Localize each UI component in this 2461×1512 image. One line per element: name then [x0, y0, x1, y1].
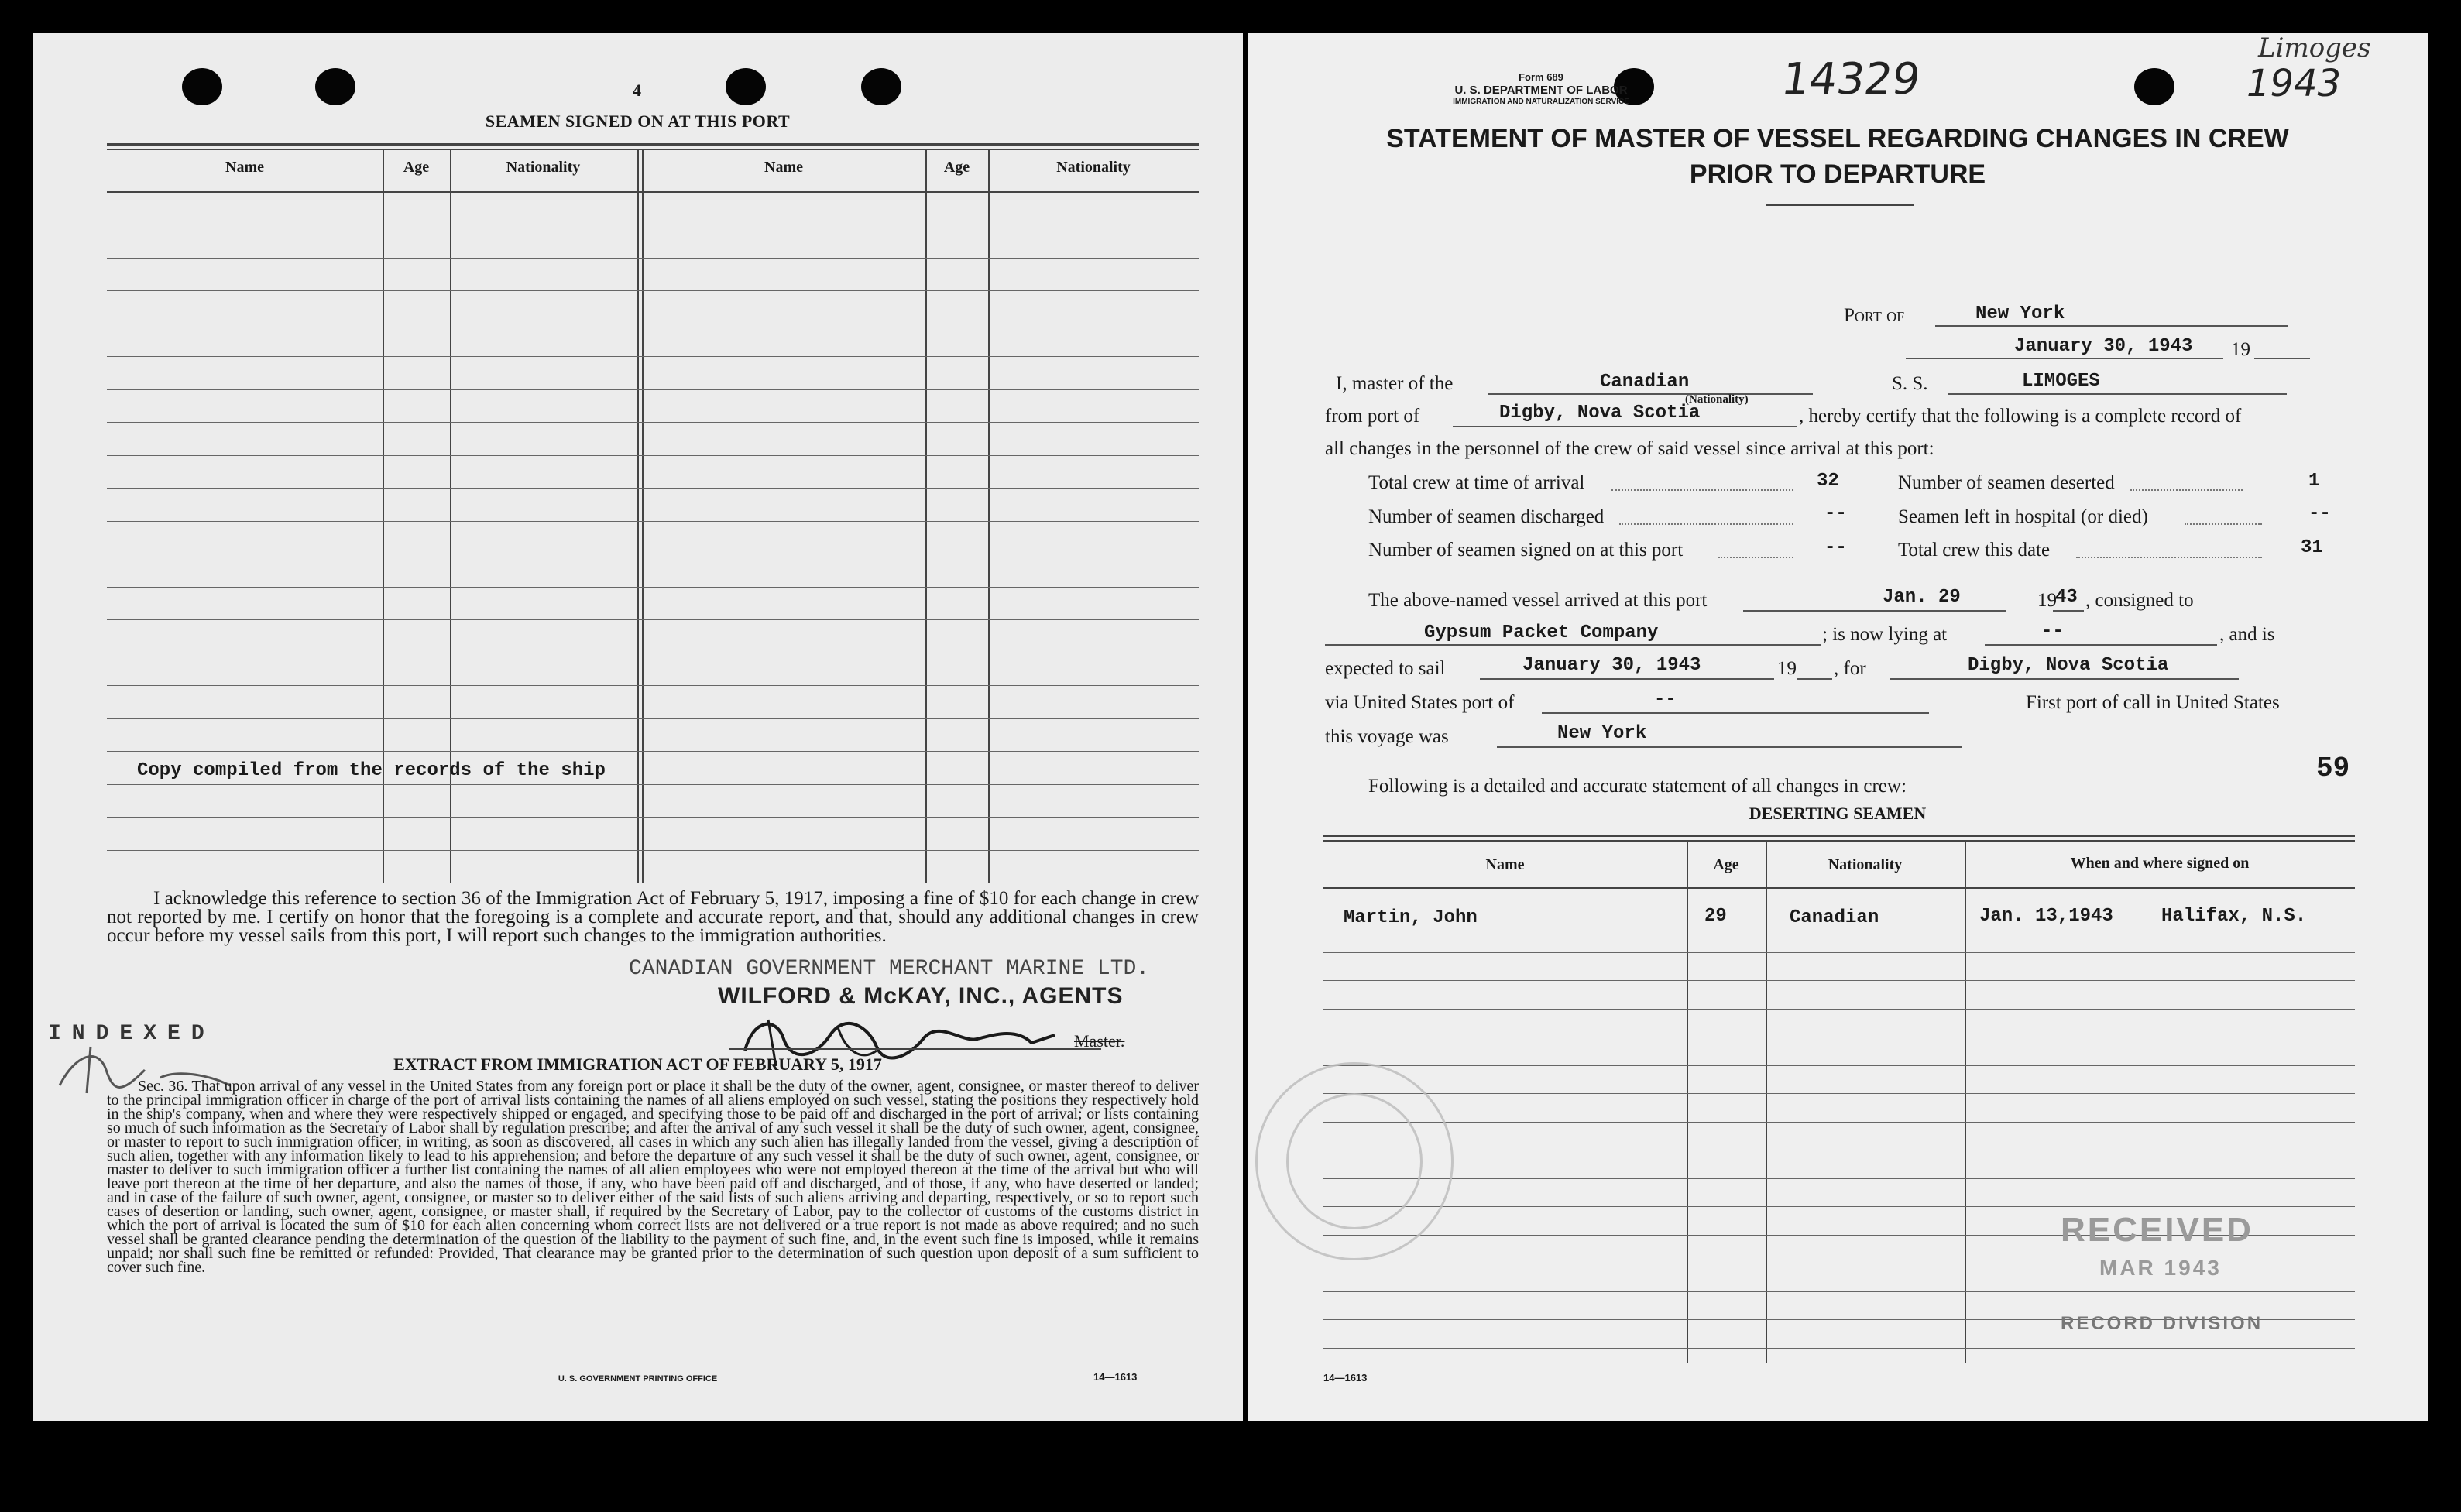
ship-value: LIMOGES — [2022, 371, 2100, 392]
form-number: Form 689 — [1519, 71, 1563, 83]
column-divider — [988, 149, 990, 883]
row-rule — [107, 587, 1199, 588]
column-divider — [1766, 840, 1767, 1363]
col-name: Name — [1485, 856, 1525, 873]
handwritten-ship: Limoges — [2258, 33, 2371, 63]
service: IMMIGRATION AND NATURALIZATION SERVICE — [1453, 98, 1629, 106]
row-rule — [1323, 1122, 2355, 1123]
table-top-rule — [107, 149, 1199, 150]
punch-hole — [861, 68, 901, 105]
row-rule — [107, 784, 1199, 785]
master-label: Master. — [1074, 1031, 1125, 1051]
column-divider — [925, 149, 927, 883]
page-mark: 59 — [2316, 753, 2350, 784]
header-rule — [107, 191, 1199, 193]
indexed-stamp: INDEXED — [48, 1022, 215, 1046]
punch-hole — [182, 68, 222, 105]
extract-title: EXTRACT FROM IMMIGRATION ACT OF FEBRUARY 5, 1917 — [393, 1054, 882, 1074]
arrived-line — [1743, 610, 2006, 612]
row-age: 29 — [1704, 906, 1727, 927]
stat-total-date-label: Total crew this date — [1898, 540, 2051, 561]
consigned-label: , consigned to — [2085, 590, 2194, 611]
nationality-caption: (Nationality) — [1685, 393, 1749, 406]
row-nationality: Canadian — [1790, 907, 1879, 928]
column-divider — [1687, 840, 1688, 1363]
port-label: Port of — [1844, 305, 1905, 326]
row-rule — [107, 488, 1199, 489]
dot-leader — [2185, 523, 2262, 525]
lying-value: -- — [2041, 621, 2064, 642]
document-title: STATEMENT OF MASTER OF VESSEL REGARDING CHANGES IN CREW — [1386, 124, 2289, 153]
arrived-label: The above-named vessel arrived at this port — [1368, 590, 1708, 611]
col-nationality: Nationality — [506, 159, 581, 176]
via-label: via United States port of — [1325, 692, 1515, 713]
column-divider — [637, 149, 639, 883]
document-title: PRIOR TO DEPARTURE — [1689, 159, 1986, 189]
for-line — [1890, 678, 2239, 680]
lying-label: ; is now lying at — [1822, 624, 1948, 645]
certify-text: , hereby certify that the following is a complete record of — [1799, 406, 2242, 427]
col-age: Age — [943, 159, 970, 176]
deserting-title: DESERTING SEAMEN — [1749, 804, 1927, 823]
row-rule — [107, 422, 1199, 423]
agent-stamp: WILFORD & McKAY, INC., AGENTS — [718, 983, 1124, 1009]
col-nationality: Nationality — [1056, 159, 1131, 176]
expected-label: expected to sail — [1325, 658, 1446, 679]
first-port-label: First port of call in United States — [2026, 692, 2280, 713]
lying-line — [1985, 644, 2217, 646]
master-of-label: I, master of the — [1336, 373, 1454, 394]
first-port-value: New York — [1557, 723, 1647, 744]
stat-discharged-value: -- — [1824, 503, 1847, 524]
row-rule — [1323, 1291, 2355, 1292]
received-stamp: RECEIVED — [2061, 1211, 2253, 1249]
stat-deserted-label: Number of seamen deserted — [1898, 472, 2115, 493]
nationality-value: Canadian — [1600, 372, 1690, 393]
dot-leader — [1611, 489, 1793, 491]
header-rule — [1323, 887, 2355, 889]
stat-discharged-label: Number of seamen discharged — [1368, 506, 1605, 527]
form-code: 14—1613 — [1093, 1371, 1138, 1383]
agent-stamp: CANADIAN GOVERNMENT MERCHANT MARINE LTD. — [629, 957, 1150, 981]
copy-note: Copy compiled from the records of the ship — [137, 760, 606, 781]
stat-hospital-value: -- — [2308, 503, 2331, 524]
ship-line — [1948, 393, 2287, 395]
acknowledgment-text: I acknowledge this reference to section 36 of the Immigration Act of February 5, 1917, imposing a fine of $10 for each change in crew not reported by me. I certify on honor that the foregoing is a complete and accurate report, and that, should any additional changes in crew occur before my vessel sails from this port, I will report such changes to the immigration authorities. — [107, 888, 1199, 946]
received-date: MAR 1943 — [2099, 1256, 2222, 1280]
row-rule — [1323, 980, 2355, 981]
form-code: 14—1613 — [1323, 1372, 1368, 1383]
row-rule — [107, 389, 1199, 390]
punch-hole — [2134, 68, 2174, 105]
date-year-label: 19 — [2231, 339, 2250, 360]
date-year-line — [2254, 358, 2310, 359]
col-age: Age — [1713, 856, 1739, 873]
column-divider — [642, 149, 644, 883]
from-port-line — [1453, 426, 1797, 427]
row-rule — [107, 685, 1199, 686]
via-line — [1542, 712, 1929, 714]
for-value: Digby, Nova Scotia — [1968, 655, 2169, 676]
following-text: Following is a detailed and accurate statement of all changes in crew: — [1368, 776, 1907, 797]
row-rule — [1323, 1178, 2355, 1179]
arrived-value: Jan. 29 — [1883, 587, 1961, 608]
left-page — [33, 33, 1243, 1421]
arrived-year-line — [2053, 610, 2084, 612]
printing-office: U. S. GOVERNMENT PRINTING OFFICE — [558, 1374, 718, 1383]
extract-text: Sec. 36. That upon arrival of any vessel in the United States from any foreign port or place it shall be the duty of the owner, agent, consignee, or master thereof to deliver to the principal immigration officer in charge of the port of arrival lists containing the names of all aliens employed on such vessel, stating the positions they respectively hold in the ship's company, when and where they were respectively shipped or engaged, and specifying those to be paid off and discharged in the port of arrival; or lists containing so much of such information as the Secretary of Labor shall by regulation prescribe; and after the arrival of any such vessel it shall be the duty of such owner, agent, consignee, or master to report to such immigration officer, in writing, as soon as discovered, all cases in which any such alien has illegally landed from the vessel, giving a description of such alien, together with any information likely to lead to his apprehension; and before the departure of any such vessel it shall be the duty of such owner, agent, consignee, or master to deliver to such immigration officer a further list containing the names of all alien employees who were not employed thereon at the time of the arrival but who will leave port thereon at the time of her departure, and also the names of those, if any, who have been paid off and discharged, and of those, if any, who have deserted or landed; and in case of the failure of such owner, agent, consignee, or master so to deliver either of the said lists of such aliens arriving and departing, respectively, or so to report such cases of desertion or landing, such owner, agent, consignee, or master shall, if required by the Secretary of Labor, pay to the collector of customs of the customs district in which the port of arrival is located the sum of $10 for each alien concerning whom correct lists are not delivered or a true report is not made as above required; and no such vessel shall be granted clearance pending the determination of the question of the liability to the payment of such fine, and, in the event such fine is imposed, while it remains unpaid; nor shall such fine be remitted or refunded: Provided, That clearance may be granted prior to the determination of such question upon deposit of a sum sufficient to cover such fine. — [107, 1078, 1199, 1276]
all-changes-text: all changes in the personnel of the crew of said vessel since arrival at this port: — [1325, 438, 1934, 459]
for-label: , for — [1834, 658, 1866, 679]
stat-deserted-value: 1 — [2308, 471, 2320, 492]
column-divider — [1965, 840, 1966, 1363]
port-value: New York — [1975, 303, 2065, 324]
stat-hospital-label: Seamen left in hospital (or died) — [1898, 506, 2148, 527]
arrived-year-value: 43 — [2055, 587, 2078, 608]
dot-leader — [1718, 557, 1793, 558]
this-voyage-label: this voyage was — [1325, 726, 1449, 747]
row-signed-date: Jan. 13,1943 — [1979, 906, 2113, 927]
title-rule — [1766, 204, 1914, 206]
row-rule — [107, 817, 1199, 818]
row-rule — [107, 850, 1199, 851]
row-signed-place: Halifax, N.S. — [2161, 906, 2307, 927]
stat-total-date-value: 31 — [2301, 537, 2323, 558]
handwritten-year: 1943 — [2246, 62, 2342, 105]
dot-leader — [2076, 557, 2262, 558]
date-line — [1906, 358, 2223, 359]
table-top-rule — [107, 143, 1199, 146]
table-top-rule — [1323, 840, 2355, 842]
stat-total-arrival-value: 32 — [1817, 471, 1839, 492]
row-rule — [1323, 1065, 2355, 1066]
department: U. S. DEPARTMENT OF LABOR — [1454, 84, 1628, 97]
page-number: 4 — [633, 81, 641, 100]
expected-year-label: 19 — [1777, 658, 1797, 679]
inspection-seal — [1286, 1093, 1423, 1229]
dot-leader — [1619, 523, 1793, 525]
row-rule — [1323, 1348, 2355, 1349]
consignee-value: Gypsum Packet Company — [1424, 622, 1659, 643]
stat-total-arrival-label: Total crew at time of arrival — [1368, 472, 1585, 493]
nationality-line — [1488, 393, 1813, 395]
right-page — [1248, 33, 2428, 1421]
row-rule — [107, 356, 1199, 357]
stat-signed-on-value: -- — [1824, 537, 1847, 558]
from-port-label: from port of — [1325, 406, 1420, 427]
stat-signed-on-label: Number of seamen signed on at this port — [1368, 540, 1684, 561]
consignee-line — [1325, 644, 1821, 646]
expected-year-line — [1797, 678, 1832, 680]
dot-leader — [2130, 489, 2243, 491]
col-nationality: Nationality — [1828, 856, 1903, 873]
handwritten-number: 14329 — [1778, 54, 1924, 105]
via-value: -- — [1654, 689, 1677, 710]
first-port-line — [1497, 746, 1962, 748]
expected-value: January 30, 1943 — [1522, 655, 1701, 676]
port-line — [1935, 325, 2288, 327]
record-division: RECORD DIVISION — [2061, 1313, 2264, 1334]
row-name: Martin, John — [1344, 907, 1478, 928]
date-value: January 30, 1943 — [2014, 336, 2193, 357]
row-rule — [107, 258, 1199, 259]
row-rule — [1323, 1009, 2355, 1010]
col-age: Age — [403, 159, 430, 176]
row-rule — [107, 455, 1199, 456]
table-top-rule — [1323, 835, 2355, 837]
from-port-value: Digby, Nova Scotia — [1499, 403, 1701, 423]
row-rule — [107, 751, 1199, 752]
row-rule — [1323, 1093, 2355, 1094]
row-rule — [1323, 952, 2355, 953]
col-name: Name — [225, 159, 264, 176]
row-rule — [107, 619, 1199, 620]
arrived-year-prefix: 19 — [2037, 590, 2057, 611]
left-title: SEAMEN SIGNED ON AT THIS PORT — [485, 111, 791, 131]
and-is-label: , and is — [2219, 624, 2275, 645]
expected-line — [1480, 678, 1774, 680]
punch-hole — [315, 68, 355, 105]
col-signed-on: When and where signed on — [2070, 855, 2250, 872]
row-rule — [107, 718, 1199, 719]
col-name: Name — [764, 159, 803, 176]
punch-hole — [726, 68, 766, 105]
row-rule — [107, 290, 1199, 291]
signature-line — [729, 1048, 1101, 1050]
row-rule — [1323, 1206, 2355, 1207]
row-rule — [107, 521, 1199, 522]
ss-label: S. S. — [1892, 373, 1928, 394]
